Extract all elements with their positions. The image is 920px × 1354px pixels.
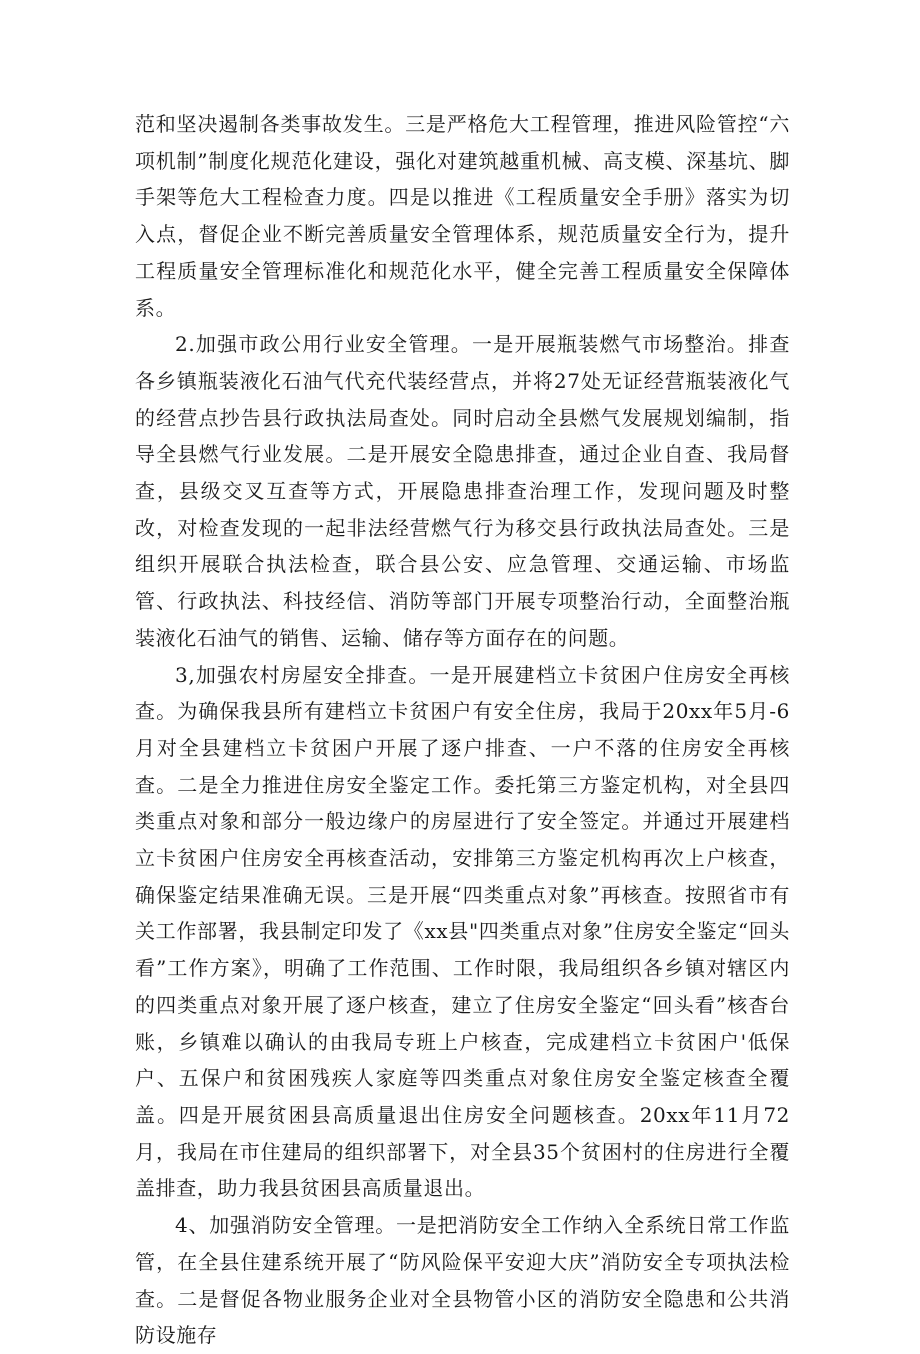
document-body (135, 106, 790, 1354)
paragraph-rural-housing: 3,加强农村房屋安全排查。一是开展建档立卡贫困户住房安全再核查。为确保我县所有建档立卡贫困户有安全住房，我局于20xx年5月-6月对全县建档立卡贫困户开展了逐户排查、一户不落的住房安全再核查。二是全力推进住房安全鉴定工作。委托第三方鉴定机构，对全县四类重点对象和部分一般边缘户的房屋进行了安全签定。并通过开展建档立卡贫困户住房安全再核查活动，安排第三方鉴定机构再次上户核查，确保鉴定结果准确无误。三是开展“四类重点对象”再核查。按照省市有关工作部署，我县制定印发了《xx县"四类重点对象”住房安全鉴定“回头看”工作方案》，明确了工作范围、工作时限，我局组织各乡镇对辖区内的四类重点对象开展了逐户核查，建立了住房安全鉴定“回头看”核杳台账，乡镇难以确认的由我局专班上户核查，完成建档立卡贫困户'低保户、五保户和贫困残疾人家庭等四类重点对象住房安全鉴定核查全覆盖。四是开展贫困县高质量退出住房安全问题核查。20xx年11月72月，我局在市住建局的组织部署下，对全县35个贫困村的住房进行全覆盖排查，助力我县贫困县高质量退出。 (135, 662, 790, 1201)
paragraph-continuation: 范和坚决遏制各类事故发生。三是严格危大工程管理，推进风险管控“六项机制”制度化规范化建设，强化对建筑越重机械、高支模、深基坑、脚手架等危大工程检查力度。四是以推进《工程质量安全手册》落实为切入点，督促企业不断完善质量安全管理体系，规范质量安全行为，提升工程质量安全管理标准化和规范化水平，健全完善工程质量安全保障体系。 (135, 112, 790, 320)
paragraph-fire-safety: 4、加强消防安全管理。一是把消防安全工作纳入全系统日常工作监管，在全县住建系统开展了“防风险保平安迎大庆”消防安全专项执法检查。二是督促各物业服务企业对全县物管小区的消防安全隐患和公共消防设施存 (135, 1213, 790, 1348)
paragraph-municipal-safety: 2.加强市政公用行业安全管理。一是开展瓶装燃气市场整治。排查各乡镇瓶装液化石油气代充代装经营点，并将27处无证经营瓶装液化气的经营点抄告县行政执法局查处。同时启动全县燃气发展规划编制，指导全县燃气行业发展。二是开展安全隐患排查，通过企业自查、我局督查，县级交叉互查等方式，开展隐患排查治理工作，发现问题及时整改，对检查发现的一起非法经营燃气行为移交县行政执法局查处。三是组织开展联合执法检查，联合县公安、应急管理、交通运输、市场监管、行政执法、科技经信、消防等部门开展专项整治行动，全面整治瓶装液化石油气的销售、运输、储存等方面存在的问题。 (135, 332, 790, 650)
